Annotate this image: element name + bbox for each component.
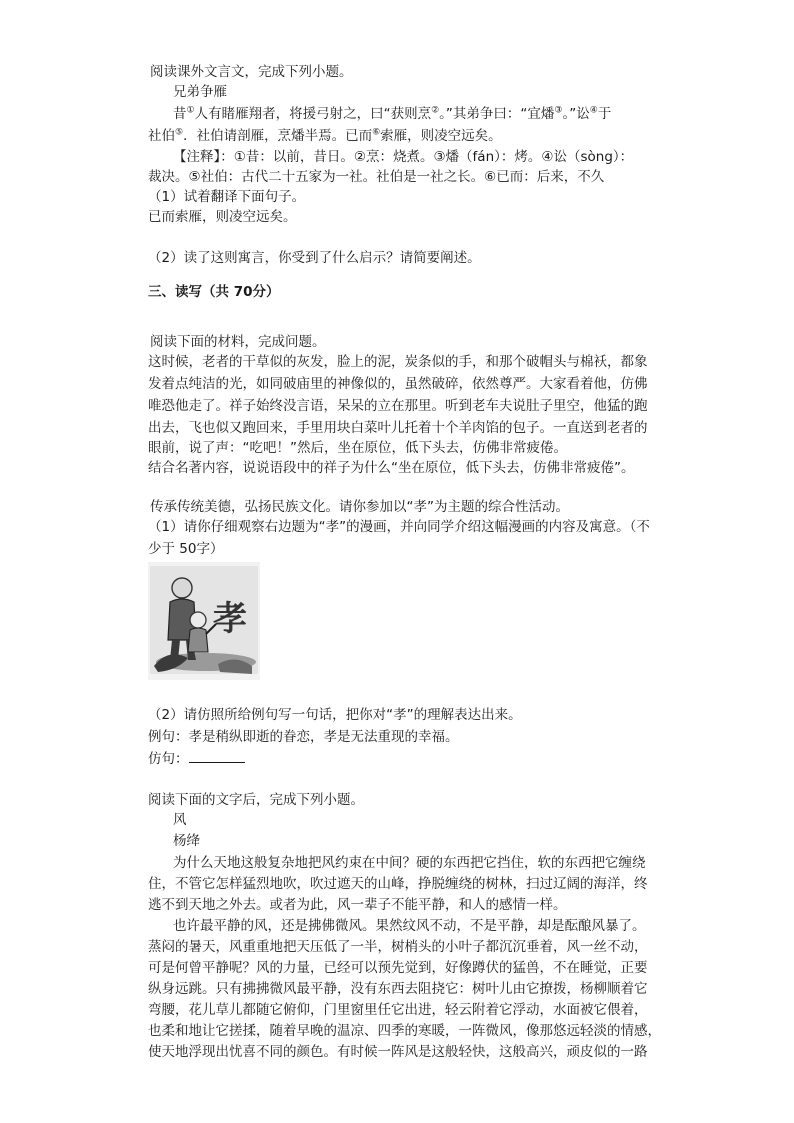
cartoon-title-character: 孝 [213,599,247,639]
essay-author: 杨绛 [173,833,200,849]
section3-line: 出去，飞也似又跑回来，手里用块白菜叶儿托着十个羊肉馅的包子。一直送到老者的 [148,420,648,436]
essay-line: 住，不管它怎样猛烈地吹，吹过遮天的山峰，挣脱缠绕的树林，扫过辽阔的海洋，终 [148,876,648,892]
section1-note-line-1: 【注释】：①昔：以前，昔日。②烹：烧煮。③燔（fán）：烤。④讼（sòng）： [173,149,634,165]
section3-intro: 阅读下面的材料，完成问题。 [150,334,326,350]
answer-blank [189,750,245,763]
section-heading-reading-writing: 三、读写（共 70分） [148,284,280,300]
essay-line: 为什么天地这般复杂地把风约束在中间？硬的东西把它挡住，软的东西把它缠绕 [173,855,646,871]
essay-line: 也柔和地让它搓揉，随着早晚的温凉、四季的寒暖，一阵微风，像那悠远轻淡的情感， [148,1023,661,1039]
section5-intro: 阅读下面的文字后，完成下列小题。 [148,792,364,808]
section1-question-2: （2）读了这则寓言，你受到了什么启示？请简要阐述。 [148,250,481,266]
section1-note-line-2: 裁决。⑤社伯：古代二十五家为一社。社伯是一社之长。⑥已而：后来，不久 [148,169,605,185]
essay-line: 使天地浮现出忧喜不同的颜色。有时候一阵风是这般轻快，这般高兴，顽皮似的一路 [148,1044,648,1060]
section1-intro: 阅读课外文言文，完成下列小题。 [150,64,353,80]
imitation-label: 仿句： [148,751,189,767]
section1-question-1-sentence: 已而索雁，则凌空远矣。 [148,209,297,225]
section4-question-2: （2）请仿照所给例句写一句话，把你对“孝”的理解表达出来。 [148,707,522,723]
section4-question-1-line-2: 少于 50字） [148,541,224,557]
section4-question-1-line-1: （1）请你仔细观察右边题为“孝”的漫画，并向同学介绍这幅漫画的内容及寓意。（不 [148,519,650,535]
essay-line: 弯腰，花儿草儿都随它俯仰，门里窗里任它出进，轻云附着它浮动，水面被它偎着， [148,1002,648,1018]
section3-line: 发着点纯洁的光，如同破庙里的神像似的，虽然破碎，依然尊严。大家看着他，仿佛 [148,376,648,392]
filial-piety-cartoon-image [148,562,260,680]
section1-paragraph-line-2: 社伯⑤．社伯请剖雁，烹燔半焉。已而⑥索雁，则凌空远矣。 [148,127,502,144]
section3-line: 眼前，说了声：“吃吧！”然后，坐在原位，低下头去，仿佛非常疲倦。 [148,440,567,456]
essay-line: 也许最平静的风，还是拂佛微风。果然纹风不动，不是平静，却是酝酿风暴了。 [173,918,646,934]
section1-paragraph-line-1: 昔①人有睹雁翔者，将援弓射之，曰“获则烹②。”其弟争曰：“宜燔③。”讼④于 [173,105,612,122]
section1-title: 兄弟争雁 [173,84,227,100]
section4-intro: 传承传统美德，弘扬民族文化。请你参加以“孝”为主题的综合性活动。 [150,499,569,515]
essay-line: 纵身远跳。只有拂拂微风最平静，没有东西去阻挠它：树叶儿由它撩拨，杨柳顺着它 [148,981,648,997]
section3-question: 结合名著内容，说说语段中的祥子为什么“坐在原位，低下头去，仿佛非常疲倦”。 [148,460,635,476]
section4-imitation-line [148,749,245,769]
essay-title: 风 [173,812,187,828]
section4-example-sentence: 例句：孝是稍纵即逝的眷恋，孝是无法重现的幸福。 [148,729,459,745]
essay-line: 逃不到天地之外去。或者为此，风一辈子不能平静，和人的感情一样。 [148,897,567,913]
essay-line: 可是何曾平静呢？风的力量，已经可以预先觉到，好像蹲伏的猛兽，不在睡觉，正要 [148,960,648,976]
section3-line: 唯恐他走了。祥子始终没言语，呆呆的立在那里。听到老车夫说肚子里空，他猛的跑 [148,398,648,414]
section3-line: 这时候，老者的干草似的灰发，脸上的泥，炭条似的手，和那个破帽头与棉袄，都象 [148,354,648,370]
section1-question-1: （1）试着翻译下面句子。 [148,189,306,205]
essay-line: 蒸闷的暑天，风重重地把天压低了一半，树梢头的小叶子都沉沉垂着，风一丝不动， [148,939,648,955]
